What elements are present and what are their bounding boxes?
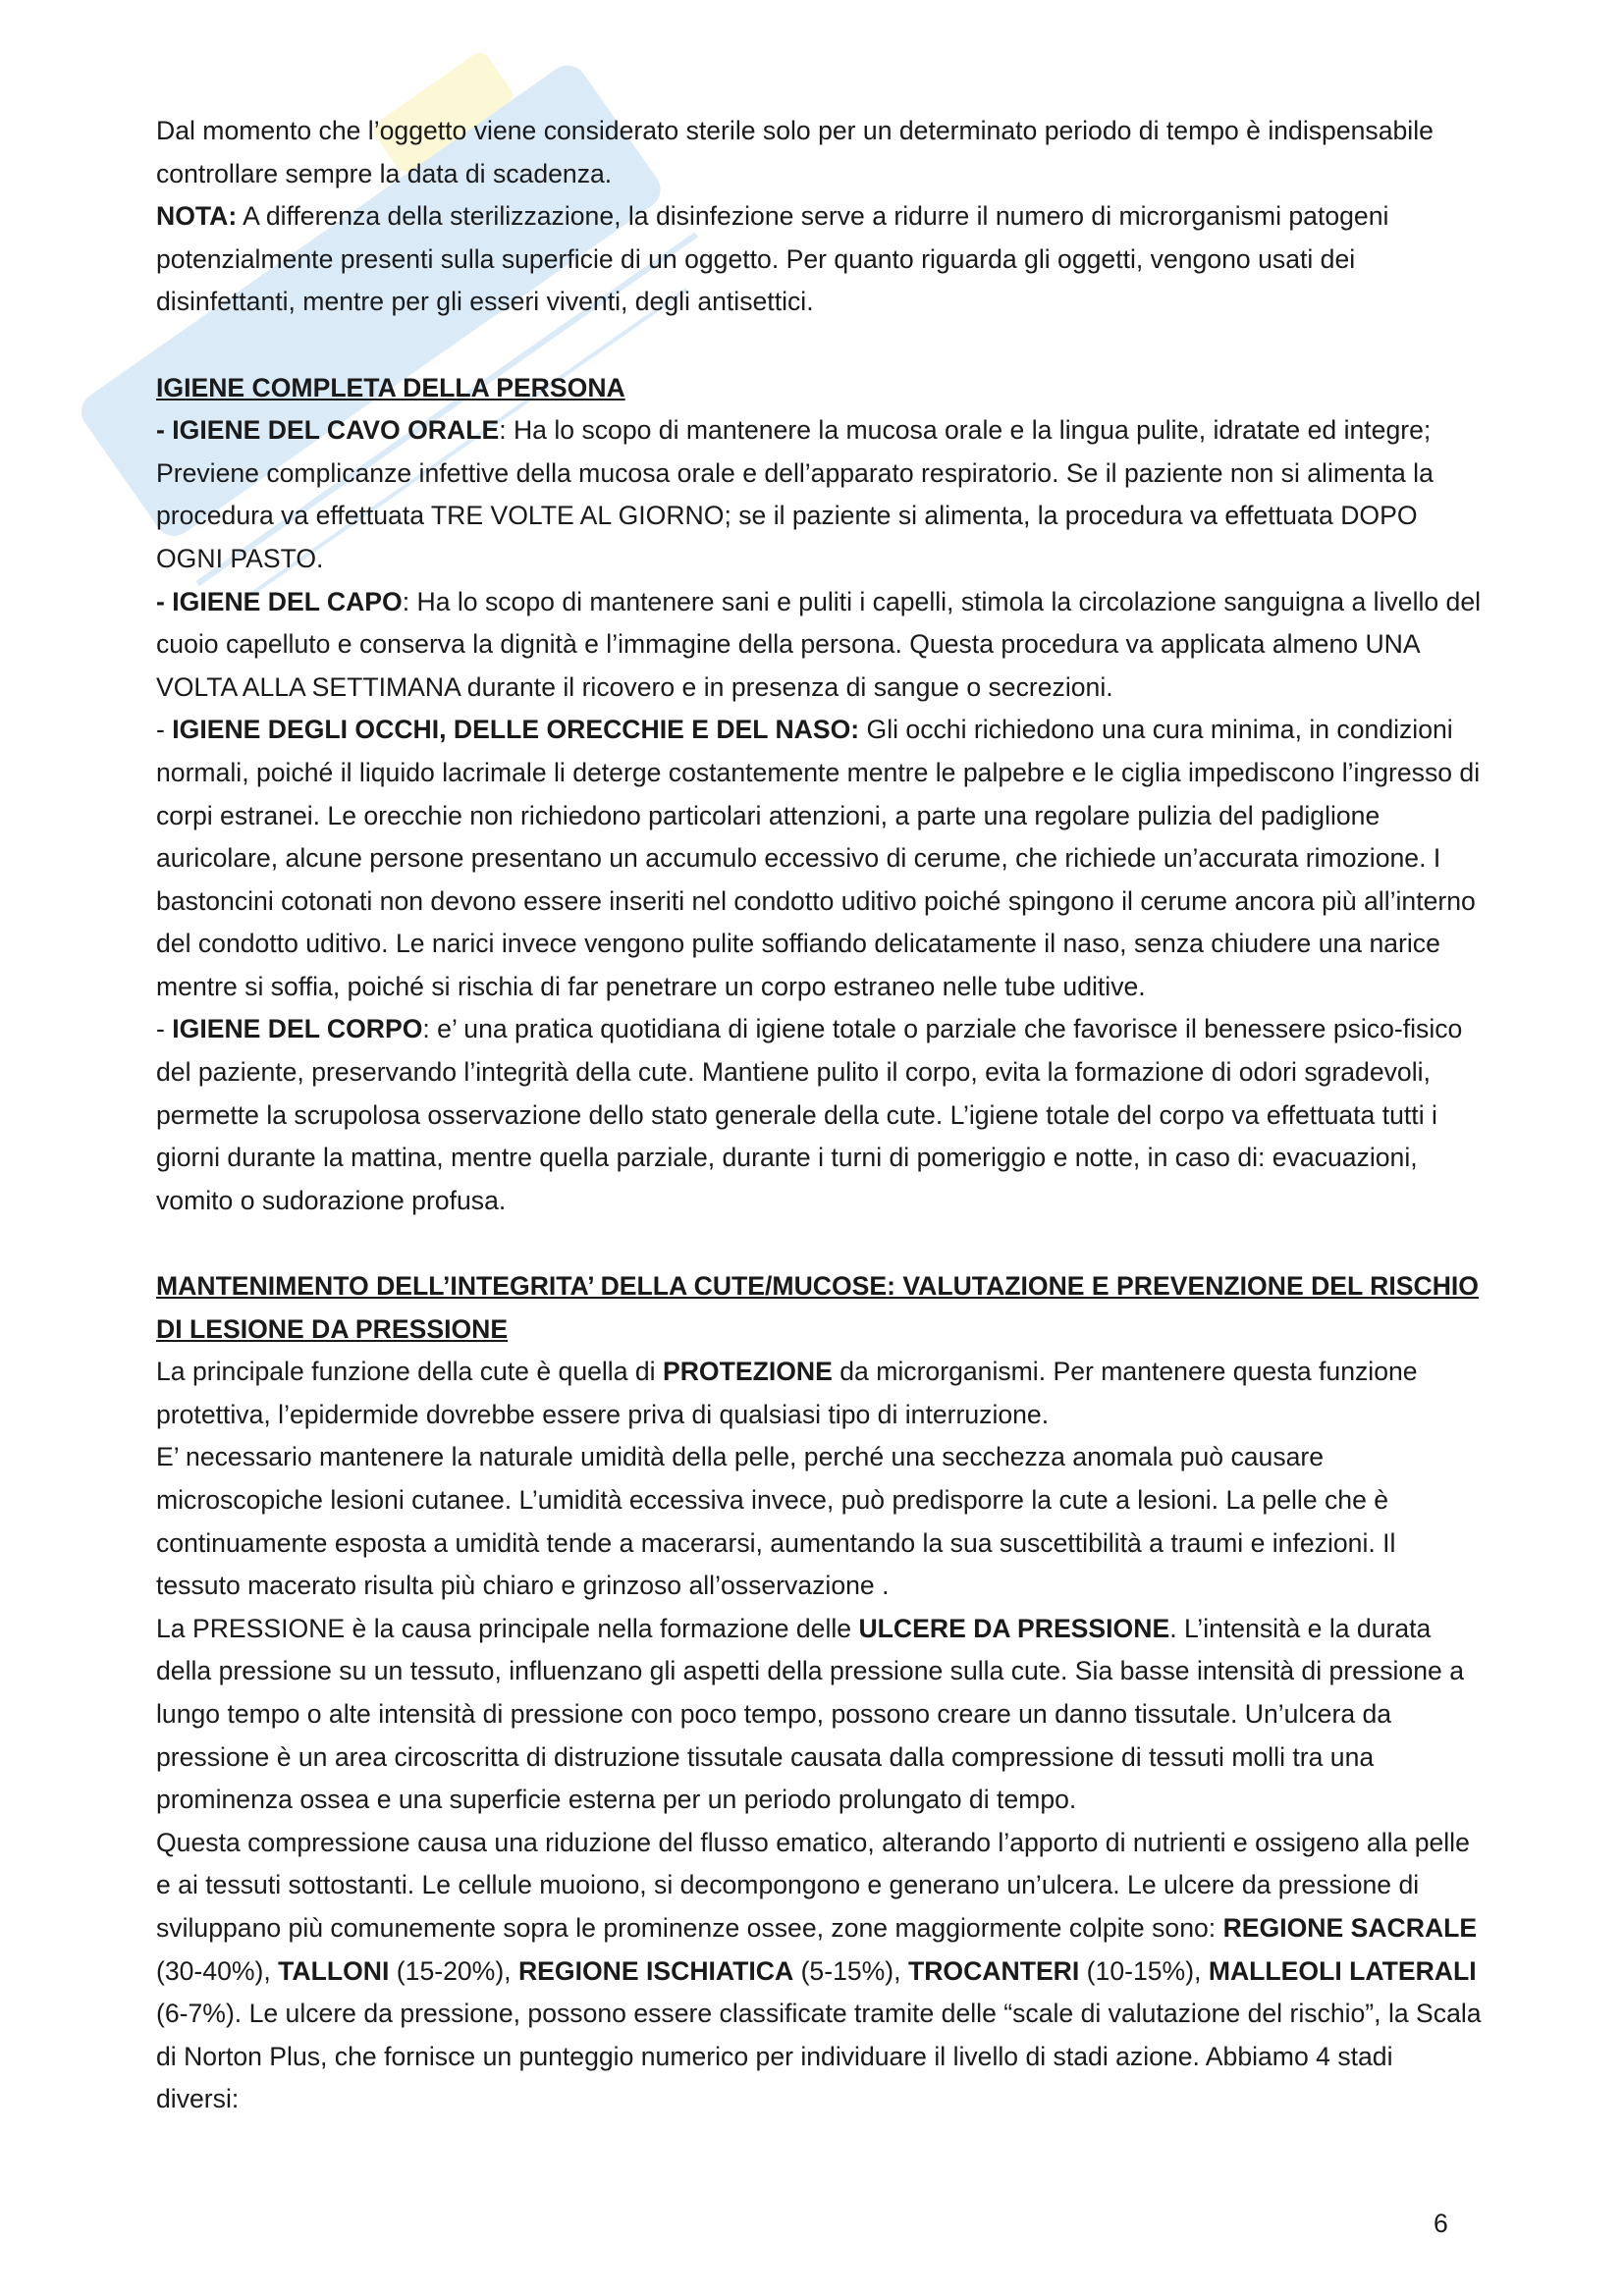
cute-paragraph-4 (156, 1822, 1482, 2121)
occhi-prefix: - (156, 715, 173, 745)
trocanteri-pct: (10-15%), (1079, 1955, 1209, 1986)
ischiatica-term: REGIONE ISCHIATICA (517, 1955, 794, 1986)
capo-label: - IGIENE DEL CAPO (156, 586, 403, 616)
intro-paragraph: Dal momento che l’oggetto viene considerato sterile solo per un determinato periodo di tempo è indispensabile controllare sempre la data di scadenza. (156, 116, 1434, 188)
corpo-prefix: - (156, 1014, 173, 1044)
capo-paragraph (156, 581, 1482, 710)
cavo-orale-label: - IGIENE DEL CAVO ORALE (156, 415, 500, 446)
occhi-paragraph (156, 709, 1482, 1008)
cute-p3-text: La PRESSIONE è la causa principale nella formazione delle (156, 1613, 859, 1643)
nota-text: A differenza della sterilizzazione, la disinfezione serve a ridurre il numero di microrganismi patogeni potenzialmente presenti sulla superficie di un oggetto. Per quanto riguarda gli oggetti, vengono usati dei disinfettanti, mentre per gli esseri viventi, degli antisettici. (156, 201, 1389, 317)
sacrale-term: REGIONE SACRALE (1222, 1912, 1478, 1943)
talloni-pct: (15-20%), (389, 1955, 518, 1986)
malleoli-term: MALLEOLI LATERALI (1208, 1955, 1477, 1986)
corpo-label: IGIENE DEL CORPO (172, 1014, 423, 1044)
nota-label: NOTA: (156, 201, 238, 232)
talloni-term: TALLONI (278, 1955, 390, 1986)
page-number: 6 (1434, 2209, 1448, 2238)
corpo-text: : e’ una pratica quotidiana di igiene totale o parziale che favorisce il benessere psico-fisico del paziente, preservando l’integrità della cute. Mantiene pulito il corpo, evita la formazione di odori sgradevoli, permette la scrupolosa osservazione dello stato generale della cute. L’igiene totale del corpo va effettuata tutti i giorni durante la mattina, mentre quella parziale, durante i turni di pomeriggio e notte, in caso di: evacuazioni, vomito o sudorazione profusa. (156, 1014, 1463, 1215)
sacrale-pct: (30-40%), (156, 1955, 279, 1986)
cavo-orale-paragraph (156, 409, 1482, 580)
ischiatica-pct: (5-15%), (793, 1955, 908, 1986)
cute-paragraph-3 (156, 1608, 1482, 1822)
cute-p1-rest: da microrganismi. Per mantenere questa funzione protettiva, l’epidermide dovrebbe essere priva di qualsiasi tipo di interruzione. (156, 1357, 1418, 1429)
cute-paragraph-2: E’ necessario mantenere la naturale umidità della pelle, perché una secchezza anomala può causare microscopiche lesioni cutanee. L’umidità eccessiva invece, può predisporre la cute a lesioni. La pelle che è continuamente esposta a umidità tende a macerarsi, aumentando la sua suscettibilità a traumi e infezioni. Il tessuto macerato risulta più chiaro e grinzoso all’osservazione . (156, 1442, 1396, 1601)
occhi-text: Gli occhi richiedono una cura minima, in condizioni normali, poiché il liquido lacrimale li deterge costantemente mentre le palpebre e le ciglia impediscono l’ingresso di corpi estranei. Le orecchie non richiedono particolari attenzioni, a parte una regolare pulizia del padiglione auricolare, alcune persone presentano un accumulo eccessivo di cerume, che richiede un’accurata rimozione. I bastoncini cotonati non devono essere inseriti nel condotto uditivo poiché spingono il cerume ancora più all’interno del condotto uditivo. Le narici invece vengono pulite soffiando delicatamente il naso, senza chiudere una narice mentre si soffia, poiché si rischia di far penetrare un corpo estraneo nelle tube uditive. (156, 715, 1481, 1001)
protezione-term: PROTEZIONE (662, 1357, 833, 1387)
nota-paragraph (156, 195, 1482, 324)
ulcere-term: ULCERE DA PRESSIONE (858, 1613, 1170, 1643)
corpo-paragraph (156, 1008, 1482, 1222)
cute-p4-text: Questa compressione causa una riduzione del flusso ematico, alterando l’apporto di nutrienti e ossigeno alla pelle e ai tessuti sottostanti. Le cellule muoiono, si decompongono e generano un’ulcera. Le ulcere da pressione di sviluppano più comunemente sopra le prominenze ossee, zone maggiormente colpite sono: (156, 1827, 1470, 1943)
document-body (156, 110, 1482, 2121)
cute-p4-rest: (6-7%). Le ulcere da pressione, possono essere classificate tramite delle “scale di valutazione del rischio”, la Scala di Norton Plus, che fornisce un punteggio numerico per individuare il livello di stadi azione. Abbiamo 4 stadi diversi: (156, 1999, 1482, 2114)
cute-p1-text: La principale funzione della cute è quella di (156, 1357, 663, 1387)
cute-heading: MANTENIMENTO DELL’INTEGRITA’ DELLA CUTE/MUCOSE: VALUTAZIONE E PREVENZIONE DEL RISCHIO DI LESIONE DA PRESSIONE (156, 1271, 1479, 1344)
occhi-label: IGIENE DEGLI OCCHI, DELLE ORECCHIE E DEL NASO: (172, 715, 860, 745)
cute-p3-rest: . L’intensità e la durata della pressione su un tessuto, influenzano gli aspetti della pressione sulla cute. Sia basse intensità di pressione a lungo tempo o alte intensità di pressione con poco tempo, possono creare un danno tissutale. Un’ulcera da pressione è un area circoscritta di distruzione tissutale causata dalla compressione di tessuti molli tra una prominenza ossea e una superficie esterna per un periodo prolungato di tempo. (156, 1613, 1464, 1815)
capo-text: : Ha lo scopo di mantenere sani e puliti i capelli, stimola la circolazione sanguigna a livello del cuoio capelluto e conserva la dignità e l’immagine della persona. Questa procedura va applicata almeno UNA VOLTA ALLA SETTIMANA durante il ricovero e in presenza di sangue o secrezioni. (156, 586, 1482, 702)
igiene-heading: IGIENE COMPLETA DELLA PERSONA (156, 372, 625, 402)
cute-paragraph-1 (156, 1351, 1482, 1436)
cavo-orale-text: : Ha lo scopo di mantenere la mucosa orale e la lingua pulite, idratate ed integre; Previene complicanze infettive della mucosa orale e dell’apparato respiratorio. Se il paziente non si alimenta la procedura va effettuata TRE VOLTE AL GIORNO; se il paziente si alimenta, la procedura va effettuata DOPO OGNI PASTO. (156, 415, 1434, 573)
trocanteri-term: TROCANTERI (907, 1955, 1080, 1986)
